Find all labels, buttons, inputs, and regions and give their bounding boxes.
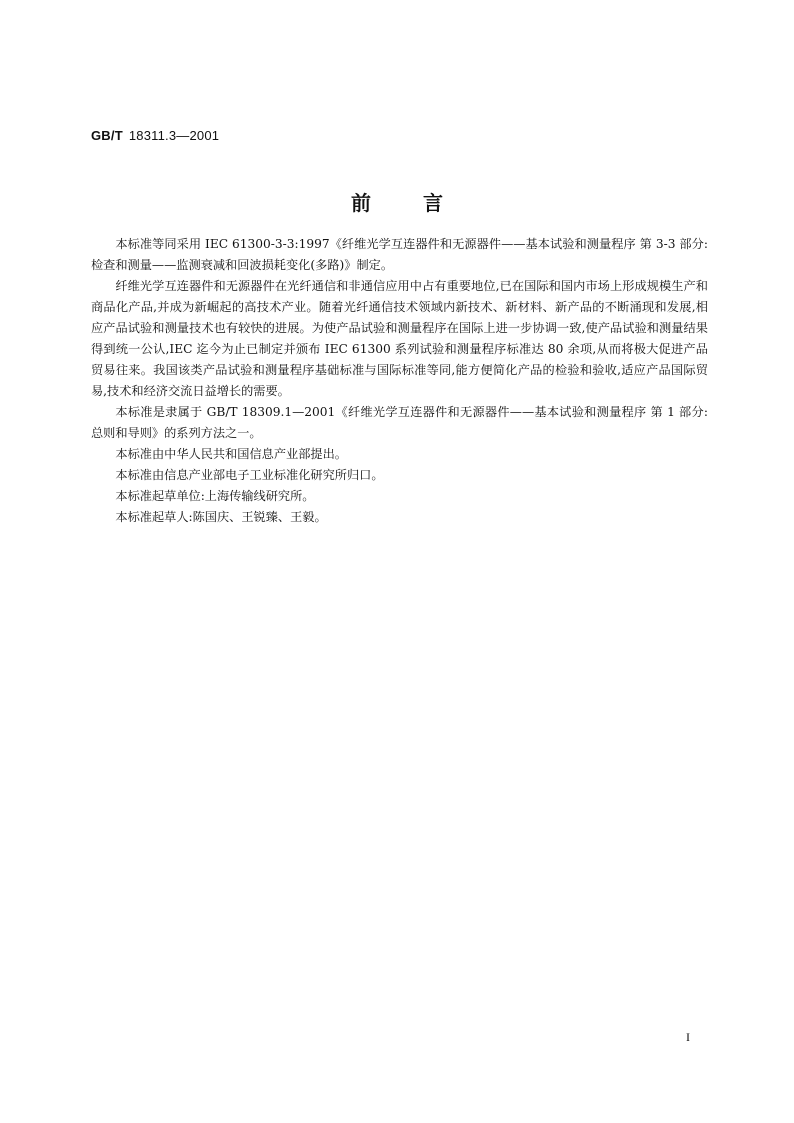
paragraph-background: 纤维光学互连器件和无源器件在光纤通信和非通信应用中占有重要地位,已在国际和国内市场上形成规模生产和商品化产品,并成为新崛起的高技术产业。随着光纤通信技术领域内新技术、新材料、新产品的不断涌现和发展,相应产品试验和测量技术也有较快的进展。为使产品试验和测量程序在国际上进一步协调一致,使产品试验和测量结果得到统一公认,IEC 迄今为止已制定并颁布 IEC 61300 系列试验和测量程序标准达 80 余项,从而将极大促进产品贸易往来。我国该类产品试验和测量程序基础标准与国际标准等同,能方便简化产品的检验和验收,适应产品国际贸易,技术和经济交流日益增长的需要。 bbox=[91, 279, 708, 398]
paragraph-administrator: 本标准由信息产业部电子工业标准化研究所归口。 bbox=[115, 468, 384, 482]
paragraph-proposer: 本标准由中华人民共和国信息产业部提出。 bbox=[115, 447, 347, 461]
standard-code-number: 18311.3—2001 bbox=[128, 128, 220, 143]
standard-code-prefix: GB/T bbox=[91, 128, 123, 143]
foreword-body bbox=[91, 234, 708, 528]
page-title: 前言 bbox=[351, 191, 495, 215]
page-number: I bbox=[686, 1030, 690, 1044]
paragraph-adoption: 本标准等同采用 IEC 61300-3-3:1997《纤维光学互连器件和无源器件——基本试验和测量程序 第 3-3 部分:检查和测量——监测衰减和回波损耗变化(多路)》制定。 bbox=[91, 237, 708, 272]
paragraph-drafters: 本标准起草人:陈国庆、王锐臻、王毅。 bbox=[115, 510, 327, 524]
paragraph-series: 本标准是隶属于 GB/T 18309.1—2001《纤维光学互连器件和无源器件——基本试验和测量程序 第 1 部分:总则和导则》的系列方法之一。 bbox=[91, 405, 708, 440]
standard-code bbox=[91, 128, 219, 144]
paragraph-drafting-unit: 本标准起草单位:上海传输线研究所。 bbox=[115, 489, 315, 503]
